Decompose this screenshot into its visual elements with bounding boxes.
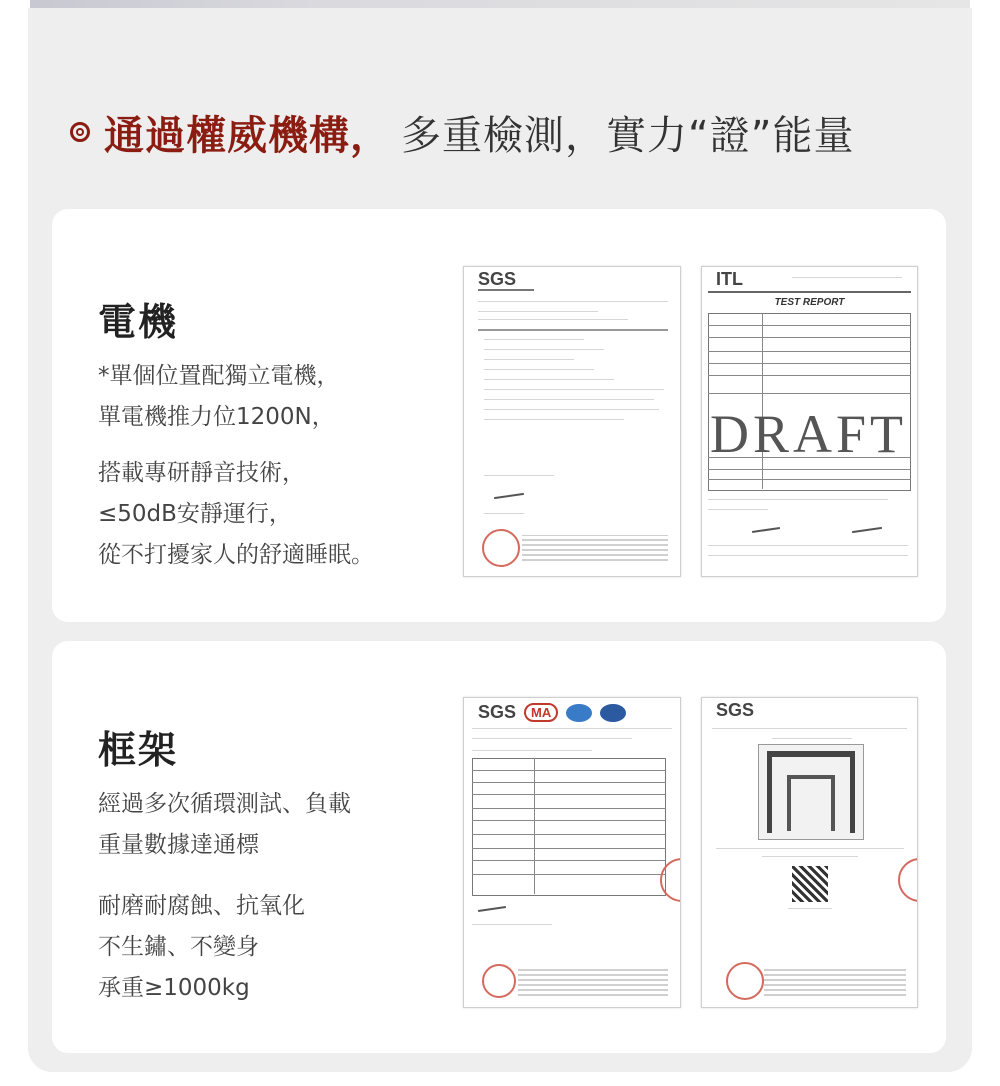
motor-line: 單電機推力位1200N， xyxy=(98,404,335,430)
sgs-ma-certificate-image xyxy=(463,697,681,1008)
frame-line: 承重≥1000kg xyxy=(98,975,250,1001)
headline-emphasis: 通過權威機構， xyxy=(104,112,391,159)
frame-card xyxy=(52,641,946,1053)
sgs-logo: SGS xyxy=(716,700,755,720)
motor-title: 電機 xyxy=(98,300,179,344)
sgs-logo: SGS xyxy=(478,269,517,289)
sgs-certificate-image xyxy=(463,266,681,577)
motor-line: 從不打擾家人的舒適睡眠。 xyxy=(98,542,374,568)
sgs-logo: SGS xyxy=(478,702,517,722)
itl-logo: ITL xyxy=(716,269,743,289)
motor-desc-2 xyxy=(98,453,374,576)
ilac-logo-icon xyxy=(566,704,592,722)
frame-desc-2 xyxy=(98,886,305,1009)
frame-line: 不生鏽、不變身 xyxy=(98,934,259,960)
frame-desc-1 xyxy=(98,784,351,866)
frame-photo xyxy=(758,744,864,840)
motor-card xyxy=(52,209,946,622)
frame-line: 耐磨耐腐蝕、抗氧化 xyxy=(98,893,305,919)
test-report-title: TEST REPORT xyxy=(774,297,845,308)
itl-test-report-image xyxy=(701,266,918,577)
bullet-icon xyxy=(70,122,90,142)
headline-rest: 多重檢測，實力“證”能量 xyxy=(401,112,855,159)
frame-line: 經過多次循環測試、負載 xyxy=(98,791,351,817)
draft-watermark: DRAFT xyxy=(710,404,908,464)
motor-line: 搭載專研靜音技術， xyxy=(98,460,305,486)
frame-line: 重量數據達通標 xyxy=(98,832,259,858)
motor-desc-1 xyxy=(98,356,340,438)
motor-line: *單個位置配獨立電機， xyxy=(98,363,340,389)
motor-line: ≤50dB安靜運行， xyxy=(98,501,292,527)
frame-title: 框架 xyxy=(98,728,179,772)
top-image-edge xyxy=(0,0,1000,8)
sgs-frame-report-image xyxy=(701,697,918,1008)
ma-logo: MA xyxy=(524,703,558,722)
section-headline xyxy=(70,104,854,160)
cnas-logo-icon xyxy=(600,704,626,722)
certificate-logos xyxy=(478,702,626,723)
qr-code-icon xyxy=(792,866,828,902)
